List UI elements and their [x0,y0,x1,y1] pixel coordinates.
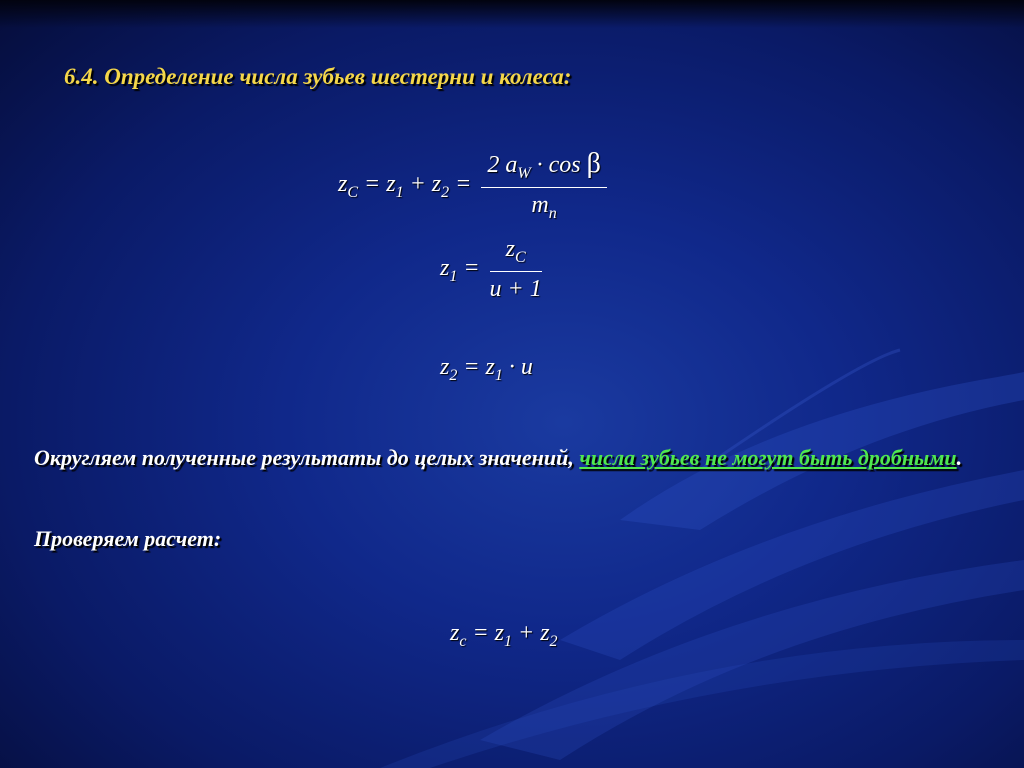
rounding-emphasis: числа зубьев не могут быть дробными [579,445,957,470]
fraction-ratio: $\frac{z_C}{u + 1}$ [489,236,542,302]
formula-z-1: $z_1$ [386,171,404,202]
plus-sign: + [409,171,426,198]
equals-sign: = [455,171,472,198]
formula-total-teeth [338,148,611,223]
formula-z-c: $z_C$ [338,171,359,202]
formula-z-2: $z_2$ [431,171,450,202]
formula-wheel-teeth: $z_2 = z_1 \cdot u$ [440,354,533,384]
check-label: Проверяем расчет: [34,526,222,551]
fraction-numerator: 2 $a_W \cdot \cos \beta$ [481,148,607,188]
fraction-denominator: $m_n$ [531,192,557,222]
fraction-center-distance [481,148,607,223]
rounding-note: Округляем полученные результаты до целых значений, числа зубьев не могут быть дробными. [34,445,963,470]
slide-title: 6.4. Определение числа зубьев шестерни и колеса: [64,64,572,89]
equals-sign: = [364,171,381,198]
formula-pinion-teeth: $z_1$ = $\frac{z_C}{u + 1}$ [440,236,542,302]
formula-check: $z_c = z_1 + z_2$ [450,620,558,650]
